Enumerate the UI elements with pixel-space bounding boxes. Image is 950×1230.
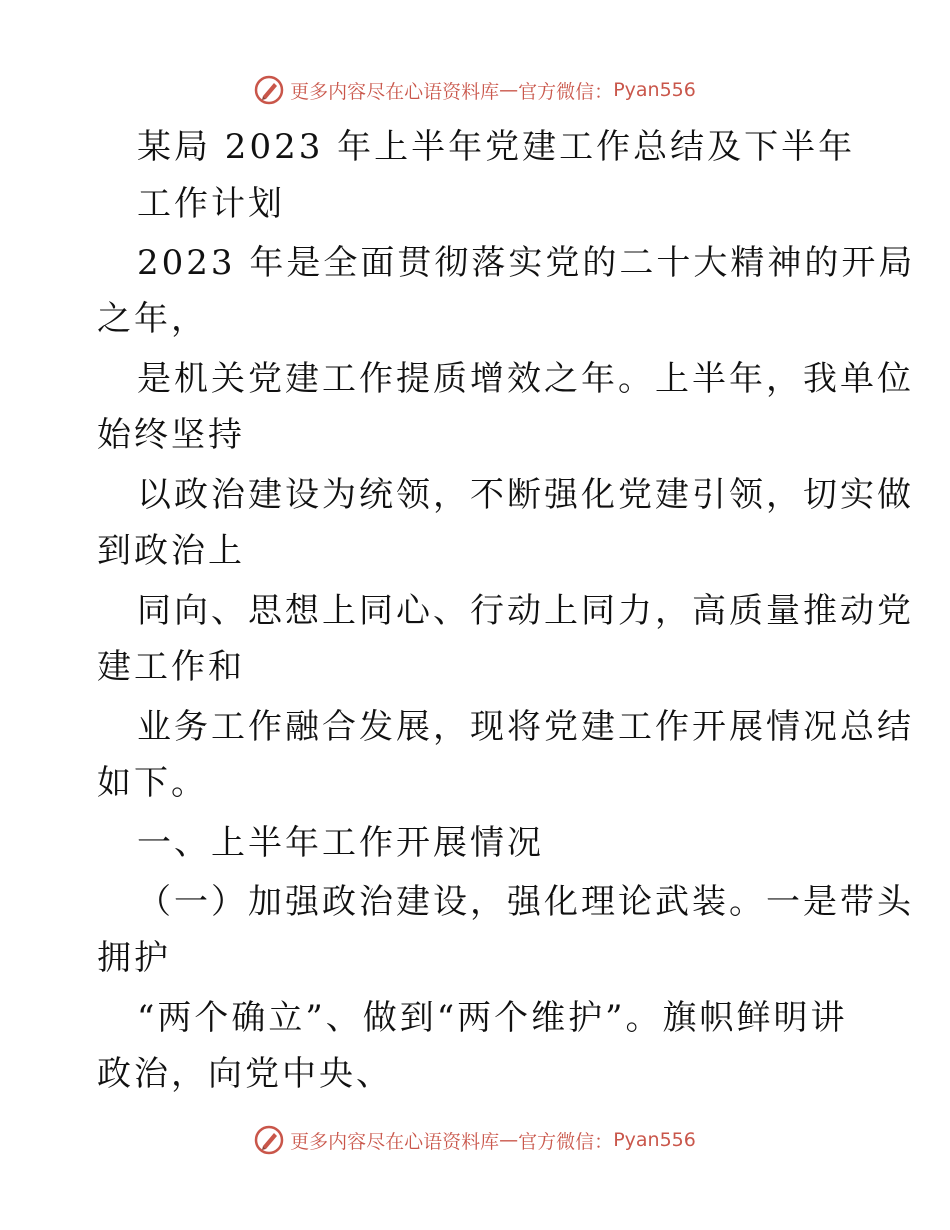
watermark-wechat-label: 官方微信： bbox=[518, 80, 614, 103]
document-title-line2: 工作计划 bbox=[137, 184, 285, 224]
watermark-dash: — bbox=[499, 1129, 519, 1151]
header-watermark bbox=[0, 70, 950, 110]
paragraph-line: 拥护 bbox=[97, 938, 171, 978]
paragraph-line: 始终坚持 bbox=[97, 415, 245, 455]
document-title-line1: 某局 2023 年上半年党建工作总结及下半年 bbox=[137, 127, 856, 167]
paragraph-line: 之年， bbox=[97, 299, 208, 339]
watermark-dash: — bbox=[499, 79, 519, 101]
pen-logo-icon bbox=[254, 75, 284, 105]
paragraph-line: 是机关党建工作提质增效之年。上半年，我单位 bbox=[137, 359, 914, 399]
footer-watermark bbox=[0, 1120, 950, 1160]
paragraph-line: “两个确立”、做到“两个维护”。旗帜鲜明讲 bbox=[137, 998, 848, 1038]
paragraph-line: （一）加强政治建设，强化理论武装。一是带头 bbox=[137, 882, 914, 922]
pen-logo-icon bbox=[254, 1125, 284, 1155]
paragraph-line: 以政治建设为统领，不断强化党建引领，切实做 bbox=[137, 475, 914, 515]
paragraph-line: 业务工作融合发展，现将党建工作开展情况总结 bbox=[137, 707, 914, 747]
paragraph-line: 同向、思想上同心、行动上同力，高质量推动党 bbox=[137, 591, 914, 631]
paragraph-line: 到政治上 bbox=[97, 531, 245, 571]
section-heading: 一、上半年工作开展情况 bbox=[137, 823, 544, 863]
paragraph-line: 政治，向党中央、 bbox=[97, 1054, 393, 1094]
watermark-wechat-id: Pyan556 bbox=[613, 79, 696, 101]
watermark-wechat-label: 官方微信： bbox=[518, 1130, 614, 1153]
watermark-wechat-id: Pyan556 bbox=[613, 1129, 696, 1151]
watermark-text: 更多内容尽在心语资料库 bbox=[290, 80, 500, 103]
paragraph-line: 2023 年是全面贯彻落实党的二十大精神的开局 bbox=[137, 243, 916, 283]
paragraph-line: 如下。 bbox=[97, 763, 208, 803]
watermark-text: 更多内容尽在心语资料库 bbox=[290, 1130, 500, 1153]
paragraph-line: 建工作和 bbox=[97, 647, 245, 687]
